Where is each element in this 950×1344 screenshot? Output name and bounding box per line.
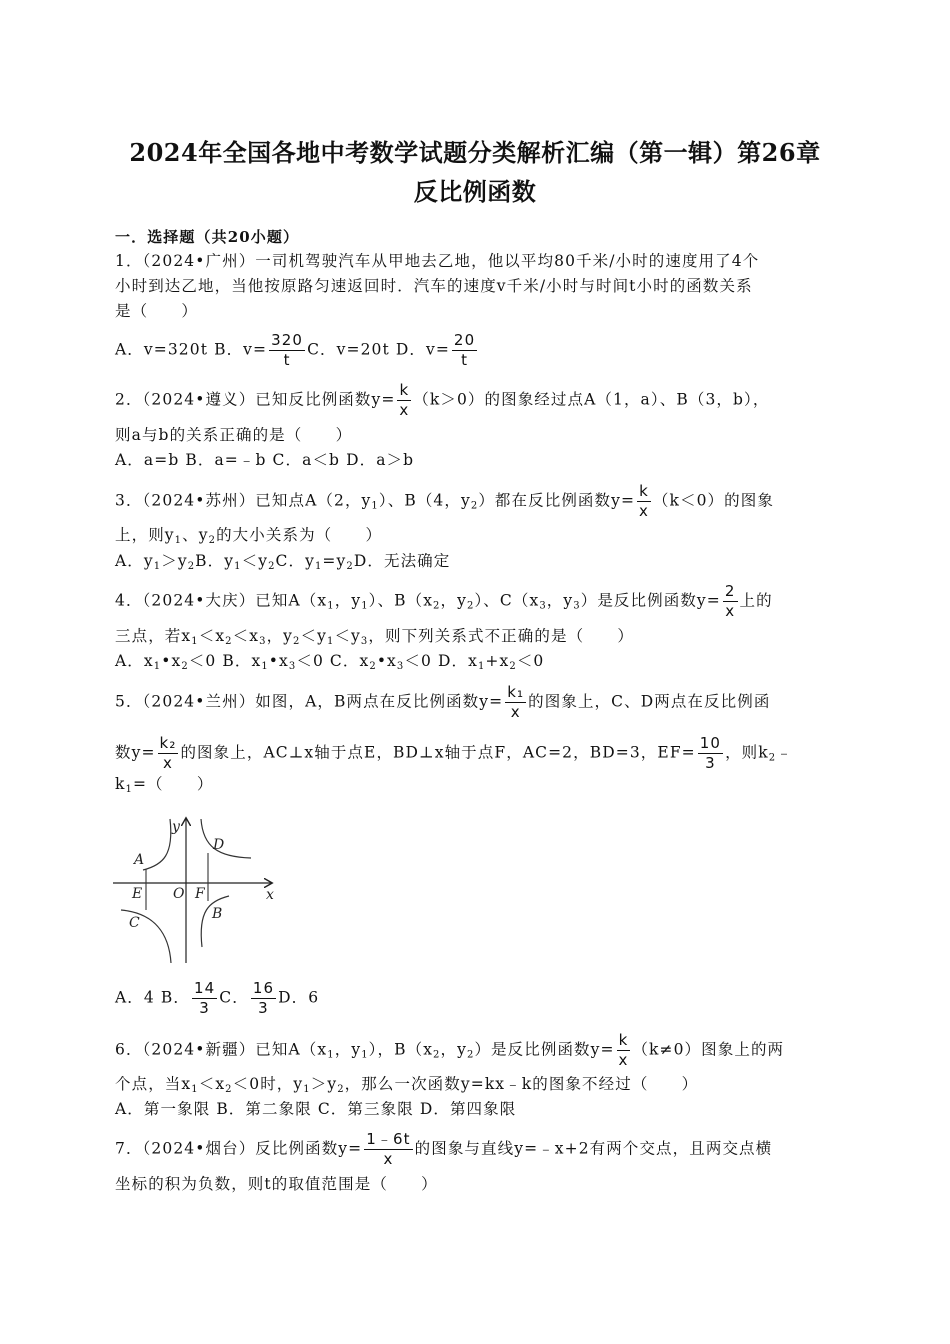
graph-label-b: B <box>212 906 223 922</box>
hyperbola-graph <box>108 815 283 965</box>
fraction: $\frac{320}{t}$ <box>271 331 304 369</box>
question-2-line-1: 2．（2024•遵义）已知反比例函数y= $\frac{k}{x}$ （k＞0）的图象经过点A（1，a）、B（3，b）， <box>115 381 770 419</box>
graph-label-f: F <box>195 886 205 902</box>
question-5-line-3: $k_1=$（ ） <box>115 775 214 795</box>
fraction: $\frac{\text{k₁}}{x}$ <box>507 683 525 721</box>
graph-label-c: C <box>129 915 140 931</box>
document-title-line-2: 反比例函数 <box>413 177 537 206</box>
question-4-options: A．$x_1•x_2<0$ B．$x_1•x_3<0$ C．$x_2•x_3<0$ D．$x_1+x_2<0$ <box>115 652 545 672</box>
question-7-line-2: 坐标的积为负数，则t的取值范围是（ ） <box>115 1175 438 1193</box>
question-1-options: A．v=320t B．v= $\frac{320}{t}$ C．v=20t D．v= $\frac{20}{t}$ <box>115 331 476 369</box>
question-4-line-1: 4．（2024•大庆）已知$A(x_1$，$y_1$）、$B(x_2$，$y_2$）、$C(x_3$，$y_3$）是反比例函数y= $\frac{2}{x}$ 上的 <box>115 582 773 620</box>
fraction: $\frac{10}{3}$ <box>699 734 722 772</box>
question-5-options: A．4 B． $\frac{14}{3}$ C． $\frac{16}{3}$ D．6 <box>115 979 320 1017</box>
question-1-line-2: 小时到达乙地，当他按原路匀速返回时．汽车的速度v千米/小时与时间t小时的函数关系 <box>115 277 753 295</box>
fraction: $\frac{2}{x}$ <box>724 582 736 620</box>
question-2-options: A．a=b B．a=﹣b C．a＜b D．a＞b <box>115 451 415 469</box>
graph-label-y: y <box>172 819 180 835</box>
graph-label-d: D <box>213 837 225 853</box>
fraction: $\frac{k}{x}$ <box>399 381 410 419</box>
question-1-line-1: 1．（2024•广州）一司机驾驶汽车从甲地去乙地，他以平均80千米/小时的速度用了4个 <box>115 252 760 270</box>
question-3-line-2: 上，则$y_1$、$y_2$的大小关系为（ ） <box>115 526 383 546</box>
hyperbola-k2-right-branch <box>201 819 251 858</box>
question-2-line-2: 则a与b的关系正确的是（ ） <box>115 426 353 444</box>
document-title-line-1: 2024年全国各地中考数学试题分类解析汇编（第一辑）第26章 <box>129 138 821 167</box>
question-6-line-1: 6．（2024•新疆）已知$A(x_1$，$y_1$），$B(x_2$，$y_2$）是反比例函数y= $\frac{k}{x}$ （k≠0）图象上的两 <box>115 1031 785 1069</box>
fraction: $\frac{16}{3}$ <box>252 979 275 1017</box>
question-6-options: A．第一象限 B．第二象限 C．第三象限 D．第四象限 <box>115 1100 517 1118</box>
question-5-line-1: 5．（2024•兰州）如图，A，B两点在反比例函数y= $\frac{\text{k₁}}{x}$ 的图象上，C、D两点在反比例函 <box>115 683 771 721</box>
question-3-line-1: 3．（2024•苏州）已知点A（2，$y_1$）、B（4，$y_2$）都在反比例函数y= $\frac{k}{x}$ （k＜0）的图象 <box>115 482 774 520</box>
fraction: $\frac{k}{x}$ <box>618 1031 629 1069</box>
question-3-options: A．$y_1>y_2B$．$y_1<y_2C$．$y_1=y_2D$．无法确定 <box>115 552 451 572</box>
question-7-line-1: 7．（2024•烟台）反比例函数y= $\frac{1﹣6t}{x}$ 的图象与直线y=﹣x+2有两个交点，且两交点横 <box>115 1130 773 1168</box>
question-6-line-2: 个点，当$x_1<x_2<0$时，$y_1>y_2$，那么一次函数y=kx﹣k的图象不经过（ ） <box>115 1075 699 1095</box>
section-heading: 一．选择题（共20小题） <box>115 228 300 246</box>
question-4-line-2: 三点，若$x_1<x_2<x_3$，$y_2<y_1<y_3$，则下列关系式不正确的是（ ） <box>115 627 634 647</box>
fraction: $\frac{1﹣6t}{x}$ <box>366 1130 411 1168</box>
hyperbola-k1-left-branch <box>143 819 171 870</box>
graph-label-x: x <box>266 887 274 903</box>
question-5-line-2: 数y= $\frac{\text{k₂}}{x}$ 的图象上，AC⊥x轴于点E，BD⊥x轴于点F，AC=2，BD=3，EF= $\frac{10}{3}$ ，则$k_2﹣$ <box>115 734 793 772</box>
fraction: $\frac{k}{x}$ <box>638 482 649 520</box>
fraction: $\frac{20}{t}$ <box>453 331 476 369</box>
fraction: $\frac{\text{k₂}}{x}$ <box>159 734 177 772</box>
graph-label-a: A <box>134 852 145 868</box>
question-1-line-3: 是（ ） <box>115 302 199 320</box>
fraction: $\frac{14}{3}$ <box>193 979 216 1017</box>
graph-label-o: O <box>173 886 185 902</box>
graph-label-e: E <box>132 886 143 902</box>
